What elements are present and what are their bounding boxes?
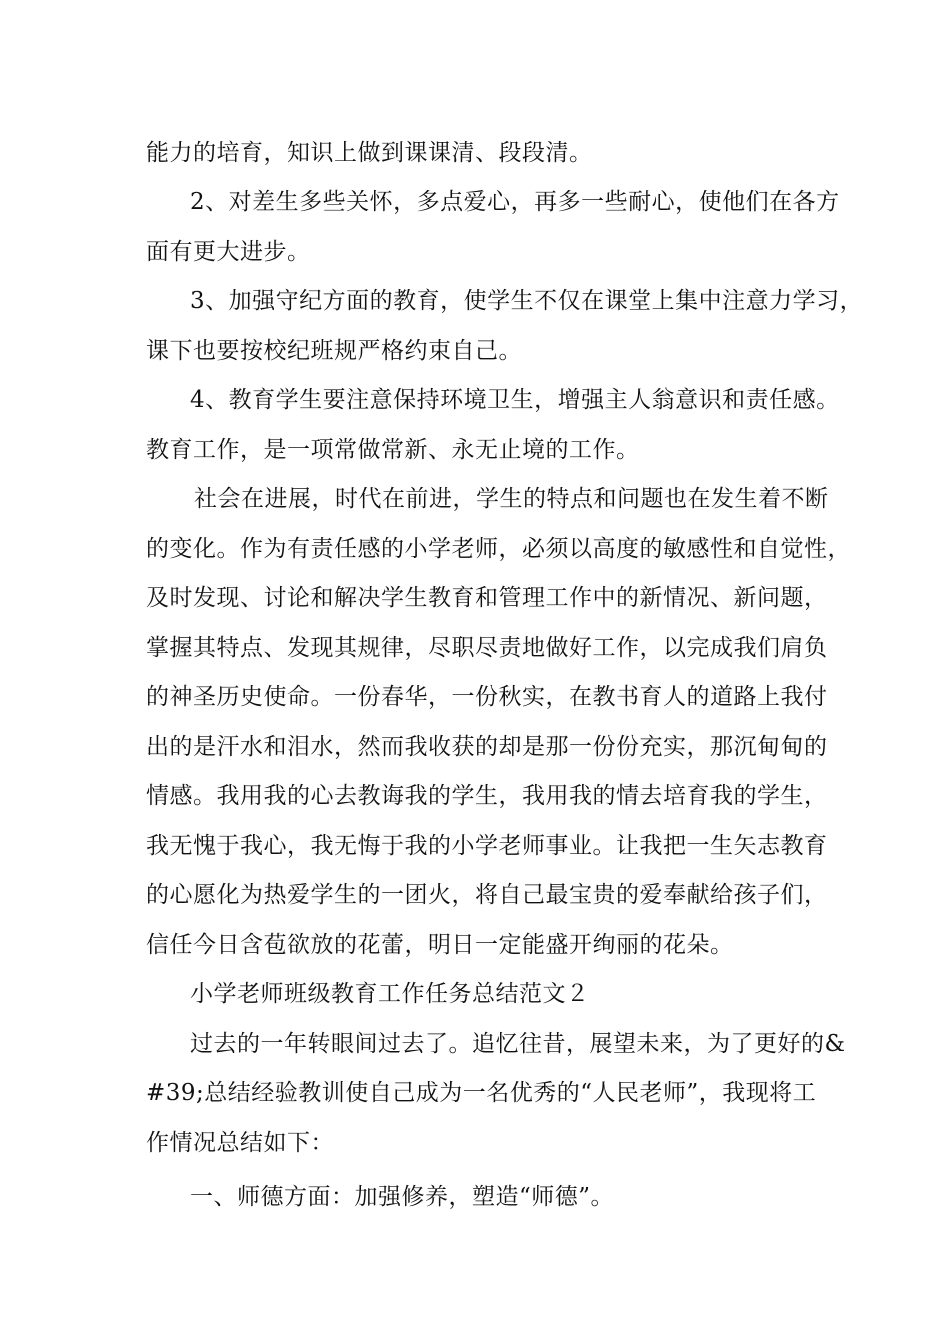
text-line: 4、教育学生要注意保持环境卫生，增强主人翁意识和责任感。 — [190, 387, 840, 413]
text-line: 作情况总结如下： — [146, 1130, 334, 1156]
text-line: 出的是汗水和泪水，然而我收获的却是那一份份充实，那沉甸甸的 — [146, 734, 828, 760]
text-line: 信任今日含苞欲放的花蕾，明日一定能盛开绚丽的花朵。 — [146, 932, 734, 958]
text-line: 情感。我用我的心去教诲我的学生，我用我的情去培育我的学生， — [146, 783, 828, 809]
text-line: 掌握其特点、发现其规律，尽职尽责地做好工作，以完成我们肩负 — [146, 635, 828, 661]
text-line: 的变化。作为有责任感的小学老师，必须以高度的敏感性和自觉性， — [146, 536, 851, 562]
text-line: 及时发现、讨论和解决学生教育和管理工作中的新情况、新问题， — [146, 585, 828, 611]
text-line: 2、对差生多些关怀，多点爱心，再多一些耐心，使他们在各方 — [190, 189, 840, 215]
text-line: 的神圣历史使命。一份春华，一份秋实，在教书育人的道路上我付 — [146, 684, 828, 710]
text-line: 能力的培育，知识上做到课课清、段段清。 — [146, 140, 593, 166]
text-line: 3、加强守纪方面的教育，使学生不仅在课堂上集中注意力学习， — [190, 288, 864, 314]
text-line: 社会在进展，时代在前进，学生的特点和问题也在发生着不断 — [194, 486, 829, 512]
section-heading: 小学老师班级教育工作任务总结范文２ — [190, 981, 590, 1007]
text-line: 面有更大进步。 — [146, 239, 311, 265]
text-line: 过去的一年转眼间过去了。追忆往昔，展望未来，为了更好的& — [190, 1031, 846, 1057]
text-line: 教育工作，是一项常做常新、永无止境的工作。 — [146, 437, 640, 463]
text-line: 我无愧于我心，我无悔于我的小学老师事业。让我把一生矢志教育 — [146, 833, 828, 859]
text-line: #39;总结经验教训使自己成为一名优秀的“人民老师”，我现将工 — [146, 1080, 817, 1106]
subsection-heading: 一、师德方面：加强修养，塑造“师德”。 — [190, 1184, 615, 1210]
text-line: 的心愿化为热爱学生的一团火，将自己最宝贵的爱奉献给孩子们， — [146, 882, 828, 908]
text-line: 课下也要按校纪班规严格约束自己。 — [146, 338, 522, 364]
